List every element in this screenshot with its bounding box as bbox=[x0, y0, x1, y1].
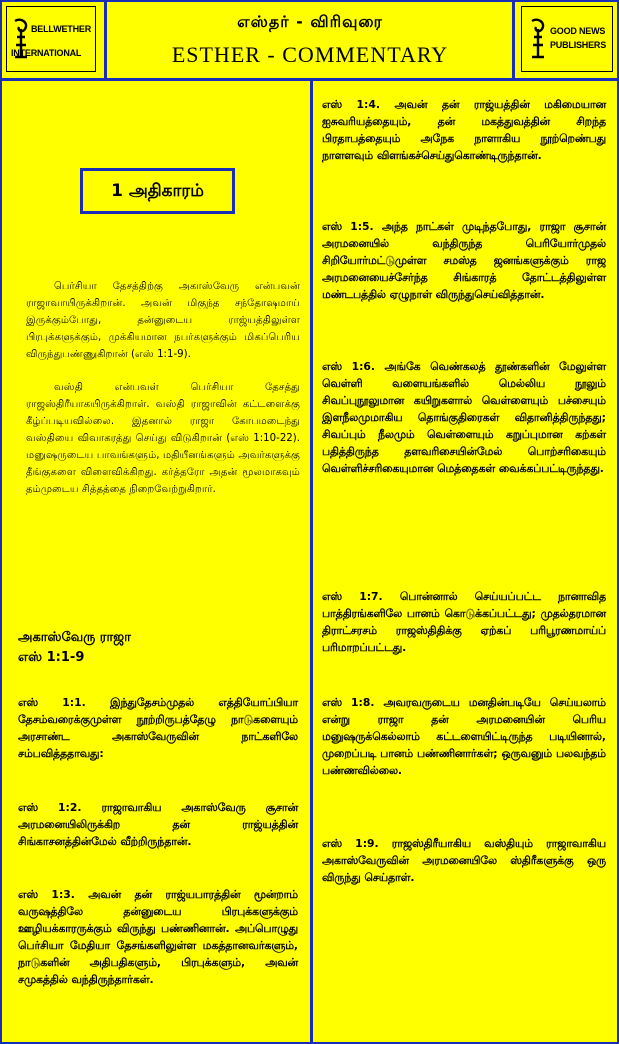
verse-block bbox=[322, 588, 606, 656]
verse-block bbox=[322, 694, 606, 779]
header-divider-left bbox=[104, 2, 107, 78]
verse-paragraph: எஸ் 1:5. அந்த நாட்கள் முடிந்தபோது, ராஜா சூசான் அரமனையில் வந்திருந்த பெரியோர்முதல் சிறியோர்மட்டுமுள்ள சமஸ்த ஜனங்களுக்கும் ராஜ அரமனையைச்சேர்ந்த சிங்காரத் தோட்டத்திலுள்ள மண்டபத்தில் ஏழுநாள் விருந்துசெய்வித்தான். bbox=[322, 220, 606, 301]
verse-block bbox=[322, 835, 606, 886]
verse-block bbox=[18, 886, 298, 988]
verse-block bbox=[322, 96, 606, 164]
title-english: ESTHER - COMMENTARY bbox=[171, 42, 449, 67]
header-divider-right bbox=[512, 2, 515, 78]
verse-paragraph: எஸ் 1:4. அவன் தன் ராஜ்யத்தின் மகிமையான ஐசுவரியத்தையும், தன் மகத்துவத்தின் சிறந்த பிரதாபத்தையும் அநேக நாளாகிய நூற்றெண்பது நாளளவும் விளங்கச்செய்துகொண்டிருந்தான். bbox=[322, 98, 606, 162]
verse-block bbox=[322, 358, 606, 477]
verse-paragraph: எஸ் 1:3. அவன் தன் ராஜ்யபாரத்தின் மூன்றாம் வருஷத்திலே தன்னுடைய பிரபுக்களுக்கும் ஊழியக்காரருக்கும் விருந்து பண்ணினான். அப்பொழுது பெர்சியா மேதியா தேசங்களிலுள்ள மகத்தானவர்களும், நாடுகளின் அதிபதிகளும், பிரபுக்களும், அவன் சமுகத்தில் வந்திருந்தார்கள். bbox=[18, 888, 298, 986]
left-logo-line1: BELLWETHER bbox=[31, 24, 91, 34]
section-reference: எஸ் 1:1-9 bbox=[18, 650, 85, 665]
intro-paragraph: பெர்சியா தேசத்திற்கு அகாஸ்வேரு என்பவன் ராஜாவாயிருக்கிறான். அவன் மிகுந்த சந்தோஷமாய் இருக்கும்போது, தன்னுடைய ராஜ்யத்திலுள்ள பிரபுக்களுக்கும், முக்கியமான நபர்களுக்கும் மிகப்பெரிய விருந்துபண்ணுகிறான் (எஸ் 1:1-9). bbox=[26, 281, 300, 360]
right-logo-line2: PUBLISHERS bbox=[550, 40, 607, 50]
verse-paragraph: எஸ் 1:6. அங்கே வெண்கலத் தூண்களின் மேலுள்ள வெள்ளி வளையங்களில் மெல்லிய நூலும் சிவப்புநூலுமான கயிறுகளால் வெள்ளையும் பச்சையும் இளநீலமுமாகிய தொங்குதிரைகள் விதானித்திருந்தது; சிவப்பும் நீலமும் வெள்ளையும் கறுப்புமான கற்கள் பதித்திருந்த தளவரிசையின்மேல் பொற்சரிகையும் வெள்ளிச்சரிகையுமான மெத்தைகள் வைக்கப்பட்டிருந்தது. bbox=[322, 360, 606, 475]
left-logo-line2: INTERNATIONAL bbox=[11, 48, 82, 58]
good-news-logo bbox=[521, 6, 613, 72]
verse-paragraph: எஸ் 1:2. ராஜாவாகிய அகாஸ்வேரு சூசான் அரமனையிலிருக்கிற தன் ராஜ்யத்தின் சிங்காசனத்தின்மேல் வீற்றிருந்தான். bbox=[18, 801, 298, 848]
intro-text bbox=[26, 278, 300, 498]
verse-block bbox=[18, 799, 298, 850]
verse-block bbox=[322, 218, 606, 303]
section-title: அகாஸ்வேரு ராஜா bbox=[18, 630, 131, 645]
bellwether-ram-icon bbox=[528, 17, 548, 61]
verse-paragraph: எஸ் 1:8. அவரவருடைய மனதின்படியே செய்யலாம் என்று ராஜா தன் அரமனையின் பெரிய மனுஷருக்கெல்லாம் கட்டளையிட்டிருந்த படியினால், முறைப்படி பானம் பண்ணினார்கள்; ஒருவனும் பலவந்தம் பண்ணவில்லை. bbox=[322, 696, 606, 777]
right-logo-line1: GOOD NEWS bbox=[550, 26, 606, 36]
bellwether-logo bbox=[6, 6, 96, 72]
verse-block bbox=[18, 694, 298, 762]
title-tamil: எஸ்தர் - விரிவுரை bbox=[237, 12, 383, 31]
verse-paragraph: எஸ் 1:1. இந்துதேசம்முதல் எத்தியோப்பியா தேசம்வரைக்குமுள்ள நூற்றிருபத்தேழு நாடுகளையும் அரசாண்ட அகாஸ்வேருவின் நாட்களிலே சம்பவித்ததாவது: bbox=[18, 696, 298, 760]
header bbox=[2, 2, 617, 81]
intro-paragraph: வஸ்தி என்பவள் பெர்சியா தேசத்து ராஜஸ்திரீயாகயிருக்கிறாள். வஸ்தி ராஜாவின் கட்டளைக்கு கீழ்ப்படியவில்லை. இதனால் ராஜா கோபமடைந்து வஸ்தியை விவாகரத்து செய்து விடுகிறான் (எஸ் 1:10-22). மனுஷருடைய பாவங்களும், மதியீனங்களும் அவர்களுக்கு தீங்குகளை விளைவிக்கிறது. கர்த்தரோ அதன் மூலமாகவும் தம்முடைய சித்தத்தை நிறைவேற்றுகிறார். bbox=[26, 382, 300, 495]
chapter-heading: 1 அதிகாரம் bbox=[80, 168, 235, 214]
verse-paragraph: எஸ் 1:9. ராஜஸ்திரீயாகிய வஸ்தியும் ராஜாவாகிய அகாஸ்வேருவின் அரமனையிலே ஸ்திரீகளுக்கு ஒரு விருந்து செய்தாள். bbox=[322, 837, 606, 884]
verse-paragraph: எஸ் 1:7. பொன்னால் செய்யப்பட்ட நானாவித பாத்திரங்களிலே பானம் கொடுக்கப்பட்டது; முதல்தரமான திராட்சரசம் ராஜஸ்திதிக்கு ஏற்கப் பரிபூரணமாய்ப் பரிமாறப்பட்டது. bbox=[322, 590, 606, 654]
section-heading bbox=[18, 628, 131, 668]
column-divider bbox=[310, 81, 313, 1042]
